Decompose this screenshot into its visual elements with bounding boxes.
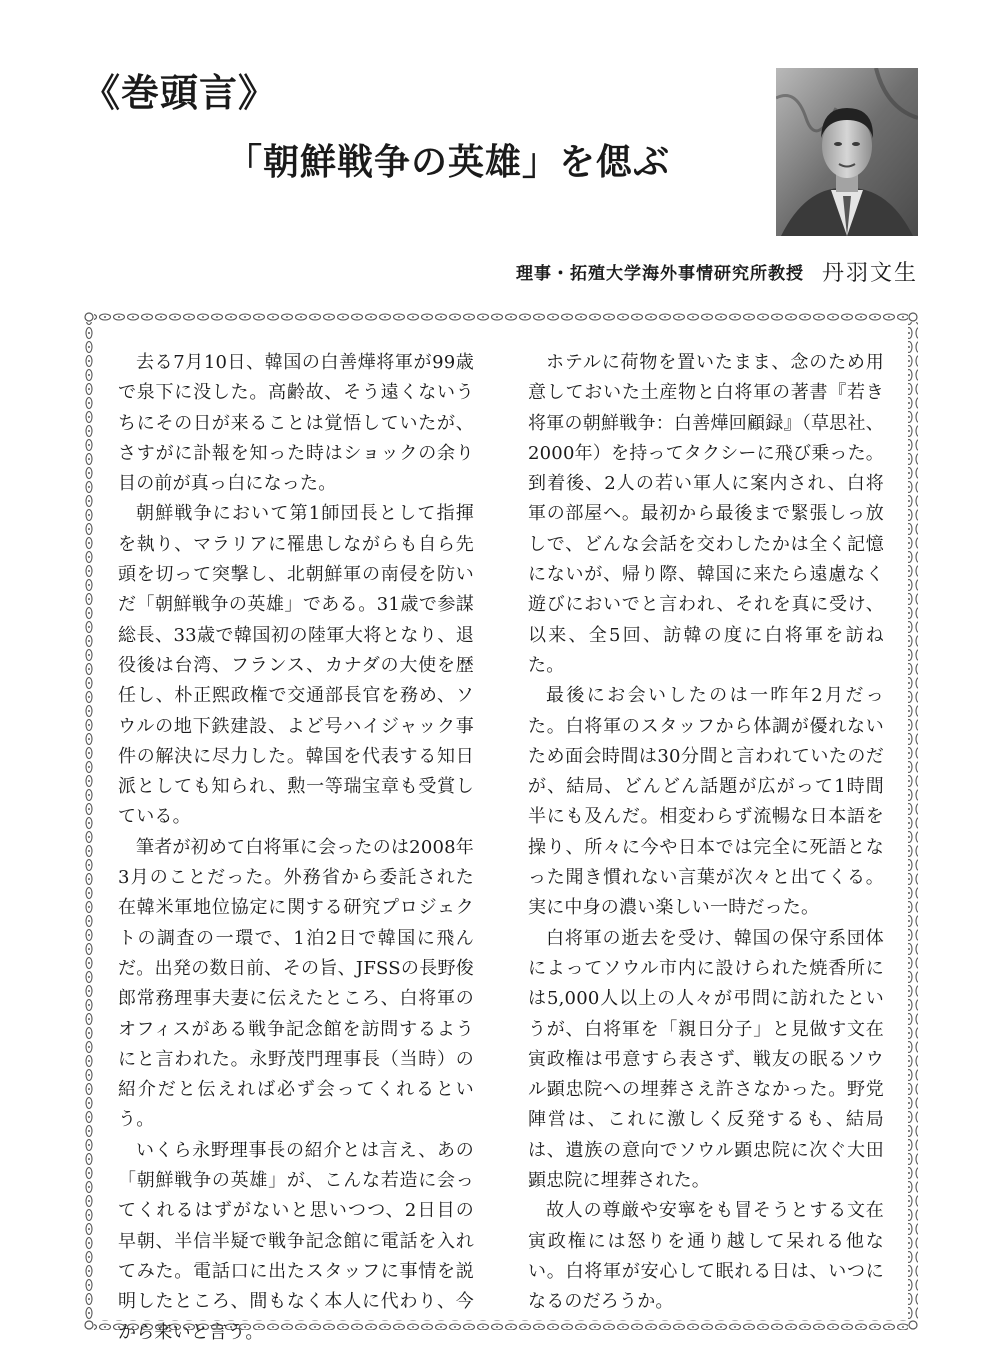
author-portrait-image xyxy=(776,68,918,236)
paragraph: ホテルに荷物を置いたまま、念のため用意しておいた土産物と白将軍の著書『若き将軍の朝鮮戦争：白善燁回顧録』（草思社、2000年）を持ってタクシーに飛び乗った。到着後、2人の若い軍人に案内され、白将軍の部屋へ。最初から最後まで緊張しっ放しで、どんな会話を交わしたかは全く記憶にないが、帰り際、韓国に来たら遠慮なく遊びにおいでと言われ、それを真に受け、以来、全5回、訪韓の度に白将軍を訪ねた。 xyxy=(528,352,885,676)
paragraph: 去る7月10日、韓国の白善燁将軍が99歳で泉下に没した。高齢故、そう遠くないうちにその日が来ることは覚悟していたが、さすがに訃報を知った時はショックの余り目の前が真っ白になった。 xyxy=(118,352,474,495)
right-column xyxy=(528,348,884,1318)
section-label: 《巻頭言》 xyxy=(82,70,278,115)
paragraph: 最後にお会いしたのは一昨年2月だった。白将軍のスタッフから体調が優れないため面会時間は30分間と言われていたのだが、結局、どんどん話題が広がって1時間半にも及んだ。相変わらず流暢な日本語を操り、所々に今や日本では完全に死語となった聞き慣れない言葉が次々と出てくる。実に中身の濃い楽しい一時だった。 xyxy=(528,685,884,919)
author-affiliation: 理事・拓殖大学海外事情研究所教授 xyxy=(515,264,804,284)
author-photo xyxy=(776,68,918,236)
author-name: 丹羽文生 xyxy=(821,261,918,286)
author-byline xyxy=(516,256,918,287)
article-title: 「朝鮮戦争の英雄」を偲ぶ xyxy=(226,141,671,183)
paragraph: 白将軍の逝去を受け、韓国の保守系団体によってソウル市内に設けられた焼香所には5,000人以上の人々が弔問に訪れたというが、白将軍を「親日分子」と見做す文在寅政権は弔意すら表さず、戦友の眠るソウル顕忠院への埋葬さえ許さなかった。野党陣営は、これに激しく反発するも、結局は、遺族の意向でソウル顕忠院に次ぐ大田顕忠院に埋葬された。 xyxy=(528,927,884,1192)
left-column xyxy=(118,348,474,1348)
paragraph: 筆者が初めて白将軍に会ったのは2008年3月のことだった。外務省から委託された在韓米軍地位協定に関する研究プロジェクトの調査の一環で、1泊2日で韓国に飛んだ。出発の数日前、その旨、JFSSの長野俊郎常務理事夫妻に伝えたところ、白将軍のオフィスがある戦争記念館を訪問するようにと言われた。永野茂門理事長（当時）の紹介だと伝えれば必ず会ってくれるという。 xyxy=(118,836,474,1131)
paragraph: 朝鮮戦争において第1師団長として指揮を執り、マラリアに罹患しながらも自ら先頭を切って突撃し、北朝鮮軍の南侵を防いだ「朝鮮戦争の英雄」である。31歳で参謀総長、33歳で韓国初の陸軍大将となり、退役後は台湾、フランス、カナダの大使を歴任し、朴正熙政権で交通部長官を務め、ソウルの地下鉄建設、よど号ハイジャック事件の解決に尽力した。韓国を代表する知日派としても知られ、勲一等瑞宝章も受賞している。 xyxy=(118,503,474,828)
paragraph: 故人の尊厳や安寧をも冒そうとする文在寅政権には怒りを通り越して呆れる他ない。白将軍が安心して眠れる日は、いつになるのだろうか。 xyxy=(528,1200,884,1313)
paragraph: いくら永野理事長の紹介とは言え、あの「朝鮮戦争の英雄」が、こんな若造に会ってくれるはずがないと思いつつ、2日目の早朝、半信半疑で戦争記念館に電話を入れてみた。電話口に出たスタッフに事情を説明したところ、間もなく本人に代わり、今から来いと言う。 xyxy=(118,1139,474,1343)
